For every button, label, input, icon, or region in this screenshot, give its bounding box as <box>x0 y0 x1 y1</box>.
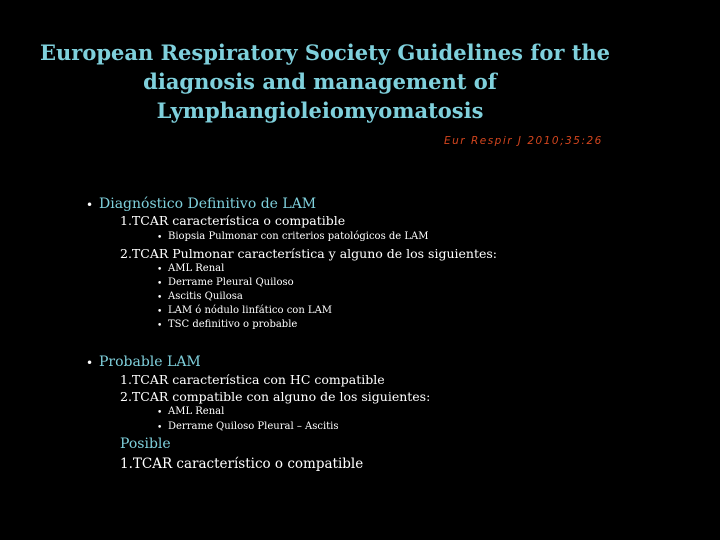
definitive-item-2-sub: Derrame Pleural Quiloso <box>168 277 294 288</box>
definitive-heading: Diagnóstico Definitivo de LAM <box>99 196 317 212</box>
definitive-item-2: 2.TCAR Pulmonar característica y alguno de los siguientes: <box>120 246 497 261</box>
bullet: • <box>157 293 163 303</box>
definitive-item-2-sub: AML Renal <box>168 263 225 274</box>
bullet: • <box>157 265 163 275</box>
title-line: diagnosis and management of <box>143 69 497 94</box>
probable-item-2-sub: AML Renal <box>168 406 225 417</box>
slide-title <box>40 38 611 125</box>
bullet: • <box>157 233 163 243</box>
bullet: • <box>157 279 163 289</box>
definitive-item-2-sub: LAM ó nódulo linfático con LAM <box>168 305 333 316</box>
definitive-item-2-sub: Ascitis Quilosa <box>168 291 243 302</box>
probable-item-2: 2.TCAR compatible con alguno de los siguientes: <box>120 389 431 404</box>
bullet: • <box>157 408 163 418</box>
bullet: • <box>86 356 94 370</box>
bullet: • <box>157 321 163 331</box>
possible-heading: Posible <box>120 436 171 452</box>
bullet: • <box>157 307 163 317</box>
title-line: European Respiratory Society Guidelines for the <box>40 40 611 65</box>
possible-item-1: 1.TCAR característico o compatible <box>120 456 364 472</box>
bullet: • <box>157 423 163 433</box>
probable-heading: Probable LAM <box>99 354 201 370</box>
probable-item-2-sub: Derrame Quiloso Pleural – Ascitis <box>168 421 339 432</box>
definitive-item-1-sub: Biopsia Pulmonar con criterios patológicos de LAM <box>168 231 429 242</box>
definitive-item-1: 1.TCAR característica o compatible <box>120 213 346 228</box>
citation: Eur Respir J 2010;35:26 <box>444 135 603 147</box>
title-line: Lymphangioleiomyomatosis <box>156 98 484 123</box>
bullet: • <box>86 198 94 212</box>
probable-item-1: 1.TCAR característica con HC compatible <box>120 372 385 387</box>
definitive-item-2-sub: TSC definitivo o probable <box>168 319 298 330</box>
